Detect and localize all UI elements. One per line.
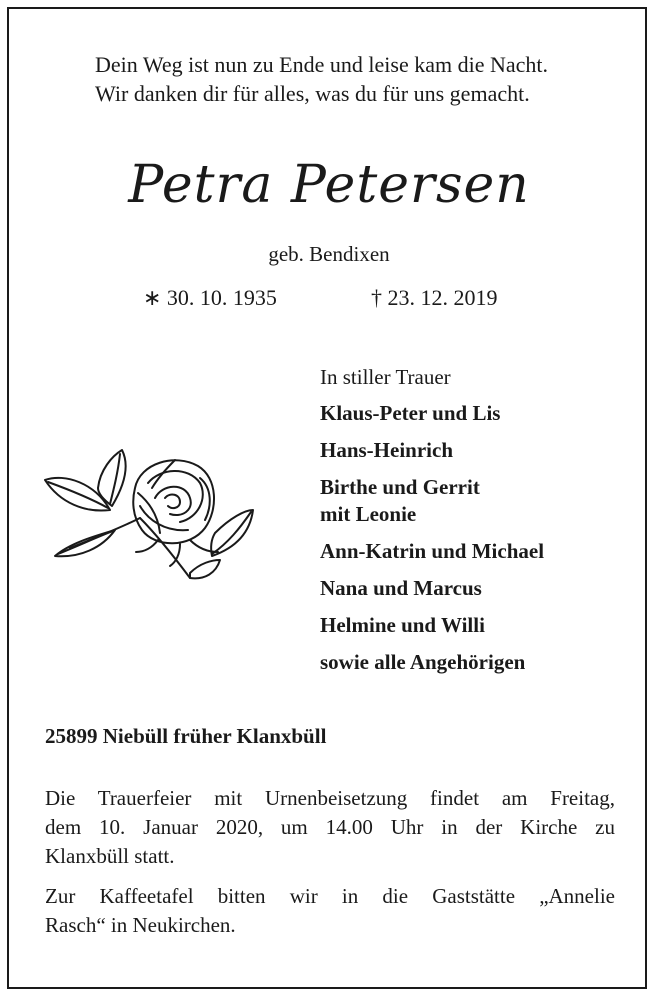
service-line-2: dem 10. Januar 2020, um 14.00 Uhr in der Kirche zu	[45, 815, 615, 839]
mourners-intro: In stiller Trauer	[320, 365, 451, 389]
service-line-3: Klanxbüll statt.	[45, 844, 175, 868]
maiden-name: geb. Bendixen	[268, 242, 390, 266]
death-date: † 23. 12. 2019	[371, 285, 498, 310]
mourner-group	[320, 400, 630, 427]
mourner-group	[320, 575, 630, 602]
mourner-name: sowie alle Angehörigen	[320, 650, 526, 674]
mourner-name: Hans-Heinrich	[320, 438, 454, 462]
mourner-group	[320, 437, 630, 464]
mourner-group	[320, 612, 630, 639]
mourner-name: mit Leonie	[320, 502, 417, 526]
birth-date: ∗ 30. 10. 1935	[143, 285, 277, 310]
mourner-name: Klaus-Peter und Lis	[320, 401, 501, 425]
service-line-1: Die Trauerfeier mit Urnenbeisetzung findet am Freitag,	[45, 786, 615, 810]
mourner-name: Birthe und Gerrit	[320, 475, 480, 499]
mourner-name: Helmine und Willi	[320, 613, 485, 637]
coffee-line-2: Rasch“ in Neukirchen.	[45, 913, 236, 937]
mourners-list	[320, 362, 630, 686]
mourner-name: Ann-Katrin und Michael	[320, 539, 545, 563]
mourner-group	[320, 474, 630, 528]
location: 25899 Niebüll früher Klanxbüll	[45, 724, 327, 748]
coffee-reception-text	[45, 882, 615, 940]
mourner-group	[320, 538, 630, 565]
mourner-group	[320, 649, 630, 676]
deceased-name: Petra Petersen	[128, 155, 530, 215]
verse-line-2: Wir danken dir für alles, was du für uns gemacht.	[95, 81, 530, 106]
rose-illustration	[40, 448, 260, 598]
verse-line-1: Dein Weg ist nun zu Ende und leise kam die Nacht.	[95, 52, 548, 77]
funeral-service-text	[45, 784, 615, 871]
memorial-verse	[95, 50, 625, 108]
coffee-line-1: Zur Kaffeetafel bitten wir in die Gaststätte „Annelie	[45, 884, 615, 908]
mourner-name: Nana und Marcus	[320, 576, 482, 600]
